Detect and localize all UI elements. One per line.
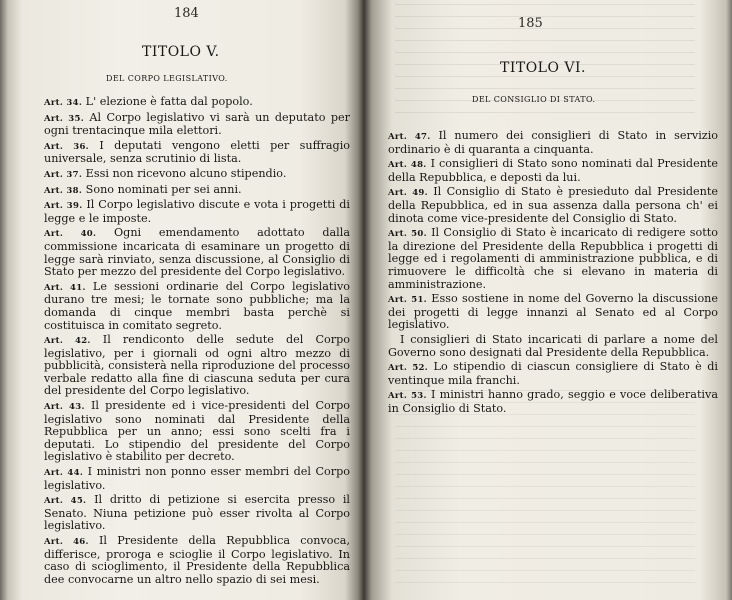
article-text: Il rendiconto delle sedute del Corpo legislativo, per i giornali od ogni altro mezzo di pubblicità, consisterà nella riproduzione del processo verbale redatto alla fine di ciascuna seduta per cura del presidente del Corpo legislativo. [44, 333, 351, 398]
article-text: I deputati vengono eletti per suffragio universale, senza scrutinio di lista. [44, 138, 351, 166]
article-label: Art. 34. [44, 98, 83, 108]
article-label: Art. 52. [388, 363, 429, 374]
article-label: Art. 43. [44, 402, 85, 413]
article-label: Art. 45. [44, 496, 87, 507]
article-text: Le sessioni ordinarie del Corpo legislativo durano tre mesi; le tornate sono pubbliche; ma la domanda di cinque membri basta perchè si costituisca in comitato segreto. [44, 279, 350, 332]
article-text: Ogni emendamento adottato dalla commissione incaricata di esaminare un progetto di legge sarà rinviato, senza discussione, al Consiglio di Stato per mezzo del presidente del Corpo legislativo. [44, 226, 350, 279]
page-body [388, 130, 718, 417]
article [44, 400, 350, 464]
article-text: Il dritto di petizione si esercita presso il Senato. Niuna petizione può esser rivolta al Corpo legislativo. [44, 493, 350, 533]
article [44, 168, 350, 182]
article-label: Art. 46. [44, 537, 89, 547]
article-label: Art. 41. [44, 282, 86, 293]
article-text: Il presidente ed i vice-presidenti del Corpo legislativo sono nominati dal Presidente della Repubblica per un anno; essi sono scelti fra i deputati. Lo stipendio del presidente del Corpo legislativo è stabilito per decreto. [44, 399, 350, 464]
article-label: Art. 44. [44, 468, 84, 479]
article-text: Il numero dei consiglieri di Stato in servizio ordinario è di quaranta a cinquanta. [388, 129, 719, 156]
article-label: Art. 36. [44, 141, 89, 152]
article [44, 96, 350, 110]
article [44, 199, 350, 225]
section-title: TITOLO V. [142, 44, 220, 60]
section-title: TITOLO VI. [500, 60, 586, 76]
article-text: Sono nominati per sei anni. [85, 182, 242, 196]
article-text: I ministri non ponno esser membri del Corpo legislativo. [44, 465, 351, 492]
article-label: Art. 40. [44, 229, 97, 240]
article [44, 112, 350, 138]
article-label: Art. 51. [388, 295, 427, 306]
section-subtitle: DEL CONSIGLIO DI STATO. [472, 95, 596, 104]
article [388, 361, 718, 387]
article-text: I ministri hanno grado, seggio e voce deliberativa in Consiglio di Stato. [388, 388, 719, 415]
article [388, 293, 718, 332]
article-text: Al Corpo legislativo vi sarà un deputato per ogni trentacinque mila elettori. [44, 110, 350, 138]
article-label: Art. 39. [44, 201, 83, 212]
article-text: Essi non ricevono alcuno stipendio. [85, 166, 287, 180]
article-label: Art. 47. [388, 132, 431, 142]
page-number: 184 [174, 6, 199, 21]
article [44, 535, 350, 586]
article-label: Art. 49. [388, 188, 428, 199]
article [44, 281, 350, 332]
article-text: L' elezione è fatta dal popolo. [85, 95, 253, 108]
article [388, 130, 718, 156]
article-label: Art. 53. [388, 391, 427, 402]
article-label: Art. 50. [388, 229, 427, 240]
left-page [0, 0, 362, 600]
article [44, 334, 350, 398]
article-label: Art. 38. [44, 185, 83, 196]
article-label: Art. 48. [388, 160, 427, 171]
article-label: Art. 37. [44, 169, 83, 180]
article [44, 466, 350, 492]
article-text: Lo stipendio di ciascun consigliere di Stato è di ventinque mila franchi. [388, 360, 719, 387]
article [388, 186, 718, 225]
article [388, 158, 718, 184]
article [44, 140, 350, 166]
article [44, 494, 350, 533]
article-text: Il Presidente della Repubblica convoca, differisce, proroga e scioglie il Corpo legislativo. In caso di scioglimento, il Presidente della Repubblica dee convocarne un altro nello spazio di sei mesi. [44, 534, 351, 586]
article-text: I consiglieri di Stato sono nominati dal Presidente della Repubblica, e deposti da lui. [388, 157, 719, 184]
article [388, 389, 718, 415]
article-label: Art. 35. [44, 113, 84, 124]
article-text: Il Corpo legislativo discute e vota i progetti di legge e le imposte. [44, 198, 350, 225]
article-label: Art. 42. [44, 336, 91, 347]
paragraph: I consiglieri di Stato incaricati di parlare a nome del Governo sono designati dal Presidente della Repubblica. [388, 332, 718, 359]
article [44, 227, 350, 278]
article-text: Esso sostiene in nome del Governo la discussione dei progetti di legge innanzi al Senato ed al Corpo legislativo. [388, 292, 719, 332]
section-subtitle: DEL CORPO LEGISLATIVO. [106, 74, 228, 83]
right-page [366, 0, 732, 600]
article-text: Il Consiglio di Stato è incaricato di redigere sotto la direzione del Presidente della Repubblica i progetti di legge ed i regolamenti di amministrazione pubblica, e di rimuovere le difficoltà che si elevano in materia di amministrazione. [388, 226, 718, 291]
article [44, 184, 350, 198]
article [388, 227, 718, 291]
page-body [44, 96, 350, 588]
page-number: 185 [518, 16, 543, 31]
article-text: Il Consiglio di Stato è presieduto dal Presidente della Repubblica, ed in sua assenza dalla persona ch' ei dinota come vice-presidente del Consiglio di Stato. [388, 185, 719, 225]
